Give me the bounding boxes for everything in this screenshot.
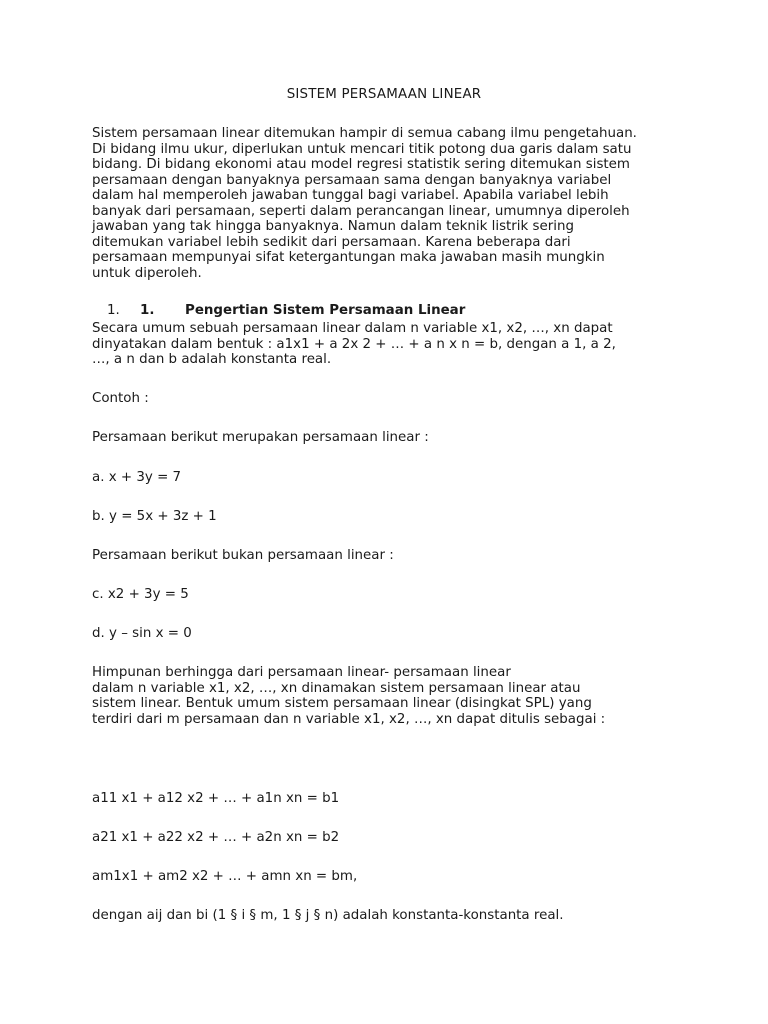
closing-text: dengan aij dan bi (1 § i § m, 1 § j § n) adalah konstanta-konstanta real. bbox=[92, 908, 564, 923]
intro-line: jawaban yang tak hingga banyaknya. Namun dalam teknik listrik sering bbox=[92, 219, 574, 234]
section-heading bbox=[107, 303, 465, 319]
nonlinear-intro: Persamaan berikut bukan persamaan linear : bbox=[92, 548, 394, 563]
intro-line: banyak dari persamaan, seperti dalam perancangan linear, umumnya diperoleh bbox=[92, 203, 630, 219]
definition-line: Secara umum sebuah persamaan linear dalam n variable x1, x2, …, xn dapat bbox=[92, 321, 613, 336]
system-line: dalam n variable x1, x2, …, xn dinamakan sistem persamaan linear atau bbox=[92, 680, 581, 696]
system-line: terdiri dari m persamaan dan n variable x1, x2, …, xn dapat ditulis sebagai : bbox=[92, 711, 606, 727]
equation-1: a11 x1 + a12 x2 + … + a1n xn = b1 bbox=[92, 791, 340, 806]
system-line: Himpunan berhingga dari persamaan linear- persamaan linear bbox=[92, 665, 511, 680]
section-heading-text: Pengertian Sistem Persamaan Linear bbox=[185, 303, 466, 318]
intro-line: Di bidang ilmu ukur, diperlukan untuk mencari titik potong dua garis dalam satu bbox=[92, 141, 632, 157]
definition-line: dinyatakan dalam bentuk : a1x1 + a 2x 2 + … + a n x n = b, dengan a 1, a 2, bbox=[92, 336, 616, 352]
example-b: b. y = 5x + 3z + 1 bbox=[92, 509, 217, 524]
system-line: sistem linear. Bentuk umum sistem persamaan linear (disingkat SPL) yang bbox=[92, 696, 592, 711]
intro-line: bidang. Di bidang ekonomi atau model regresi statistik sering ditemukan sistem bbox=[92, 157, 630, 172]
intro-line: persamaan dengan banyaknya persamaan sama dengan banyaknya variabel bbox=[92, 172, 612, 188]
definition-paragraph bbox=[92, 321, 692, 368]
section-number-inner: 1. bbox=[140, 303, 155, 318]
document-title: SISTEM PERSAMAAN LINEAR bbox=[286, 87, 482, 102]
definition-line: …, a n dan b adalah konstanta real. bbox=[92, 352, 332, 367]
section-number-outer: 1. bbox=[107, 303, 120, 318]
contoh-label: Contoh : bbox=[92, 391, 149, 406]
example-c: c. x2 + 3y = 5 bbox=[92, 587, 189, 602]
intro-paragraph bbox=[92, 126, 692, 281]
intro-line: ditemukan variabel lebih sedikit dari persamaan. Karena beberapa dari bbox=[92, 234, 571, 250]
example-a: a. x + 3y = 7 bbox=[92, 470, 182, 485]
example-d: d. y – sin x = 0 bbox=[92, 626, 192, 641]
intro-line: Sistem persamaan linear ditemukan hampir di semua cabang ilmu pengetahuan. bbox=[92, 126, 637, 141]
intro-line: dalam hal memperoleh jawaban tunggal bagi variabel. Apabila variabel lebih bbox=[92, 188, 609, 203]
intro-line: persamaan mempunyai sifat ketergantungan maka jawaban masih mungkin bbox=[92, 250, 605, 265]
equation-2: a21 x1 + a22 x2 + … + a2n xn = b2 bbox=[92, 830, 340, 845]
equation-m: am1x1 + am2 x2 + … + amn xn = bm, bbox=[92, 869, 358, 884]
system-paragraph bbox=[92, 665, 692, 727]
linear-intro: Persamaan berikut merupakan persamaan linear : bbox=[92, 430, 429, 445]
intro-line: untuk diperoleh. bbox=[92, 265, 202, 281]
